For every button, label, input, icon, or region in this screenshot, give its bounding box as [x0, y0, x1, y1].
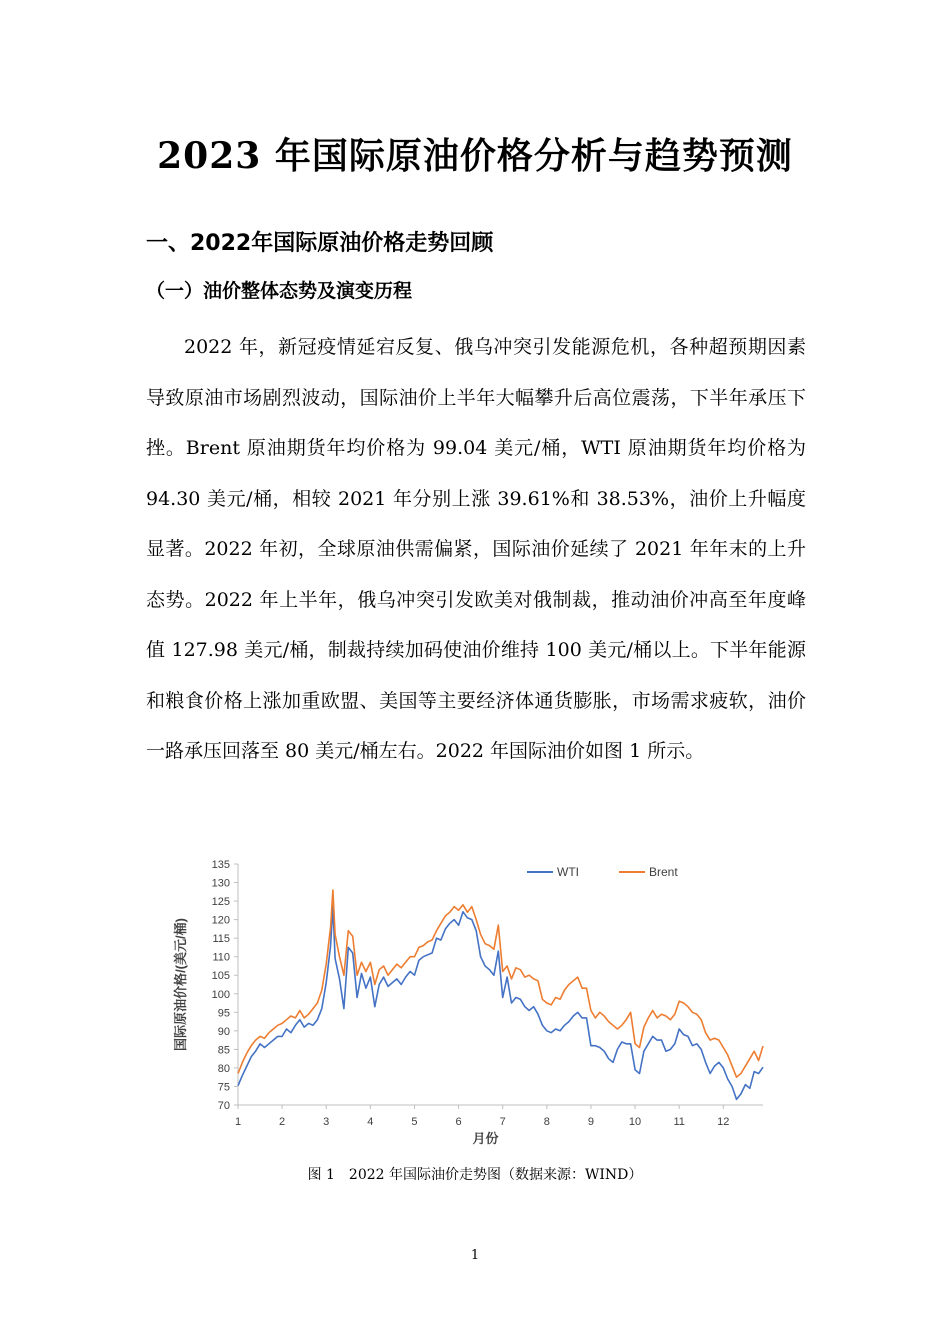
- y-tick-label: 75: [217, 1081, 230, 1094]
- document-title: 2023 年国际原油价格分析与趋势预测: [157, 135, 793, 177]
- y-tick-label: 70: [217, 1100, 230, 1112]
- y-tick-label: 100: [211, 988, 230, 1001]
- oil-price-chart: [165, 848, 785, 1160]
- x-tick-label: 7: [499, 1116, 506, 1128]
- x-tick-label: 10: [628, 1116, 642, 1128]
- y-tick-label: 110: [212, 951, 230, 964]
- chart-svg: [165, 848, 785, 1160]
- body-paragraph: 2022 年，新冠疫情延宕反复、俄乌冲突引发能源危机，各种超预期因素导致原油市场剧烈波动，国际油价上半年大幅攀升后高位震荡，下半年承压下挫。Brent 原油期货年均价格为 99.04 美元/桶，WTI 原油期货年均价格为 94.30 美元/桶，相较 2021 年分别上涨 39.61%和 38.53%，油价上升幅度显著。2022 年初，全球原油供需偏紧，国际油价延续了 2021 年年末的上升态势。2022 年上半年，俄乌冲突引发欧美对俄制裁，推动油价冲高至年度峰值 127.98 美元/桶，制裁持续加码使油价维持 100 美元/桶以上。下半年能源和粮食价格上涨加重欧盟、美国等主要经济体通货膨胀，市场需求疲软，油价一路承压回落至 80 美元/桶左右。2022 年国际油价如图 1 所示。: [146, 336, 806, 762]
- y-tick-label: 80: [217, 1062, 230, 1075]
- x-tick-label: 2: [279, 1116, 286, 1128]
- legend-label-wti: WTI: [557, 865, 579, 879]
- x-tick-label: 12: [717, 1116, 730, 1128]
- figure-caption: 图 1 2022 年国际油价走势图（数据来源：WIND）: [307, 1167, 643, 1183]
- y-tick-label: 115: [212, 933, 230, 946]
- y-tick-label: 85: [217, 1044, 230, 1057]
- x-tick-label: 4: [367, 1116, 374, 1128]
- x-tick-label: 1: [234, 1116, 242, 1128]
- x-tick-label: 6: [455, 1116, 462, 1128]
- x-tick-label: 3: [323, 1116, 330, 1128]
- y-tick-label: 125: [211, 896, 230, 909]
- x-tick-label: 11: [673, 1116, 685, 1128]
- x-axis-title: 月份: [472, 1131, 499, 1146]
- subsection-heading: （一）油价整体态势及演变历程: [146, 280, 413, 302]
- series-line-brent: [238, 890, 763, 1077]
- page-number: 1: [470, 1248, 480, 1263]
- y-tick-label: 90: [217, 1025, 230, 1038]
- y-tick-label: 130: [211, 877, 230, 890]
- x-tick-label: 8: [543, 1116, 550, 1128]
- legend-label-brent: Brent: [649, 865, 678, 879]
- x-tick-label: 9: [587, 1116, 595, 1128]
- x-tick-label: 5: [411, 1116, 418, 1128]
- y-tick-label: 105: [211, 970, 230, 983]
- section-heading: 一、2022年国际原油价格走势回顾: [146, 231, 494, 256]
- y-tick-label: 95: [217, 1007, 230, 1020]
- y-axis-title: 国际原油价格/(美元/桶): [173, 918, 188, 1051]
- y-tick-label: 135: [211, 859, 230, 871]
- y-tick-label: 120: [211, 914, 230, 927]
